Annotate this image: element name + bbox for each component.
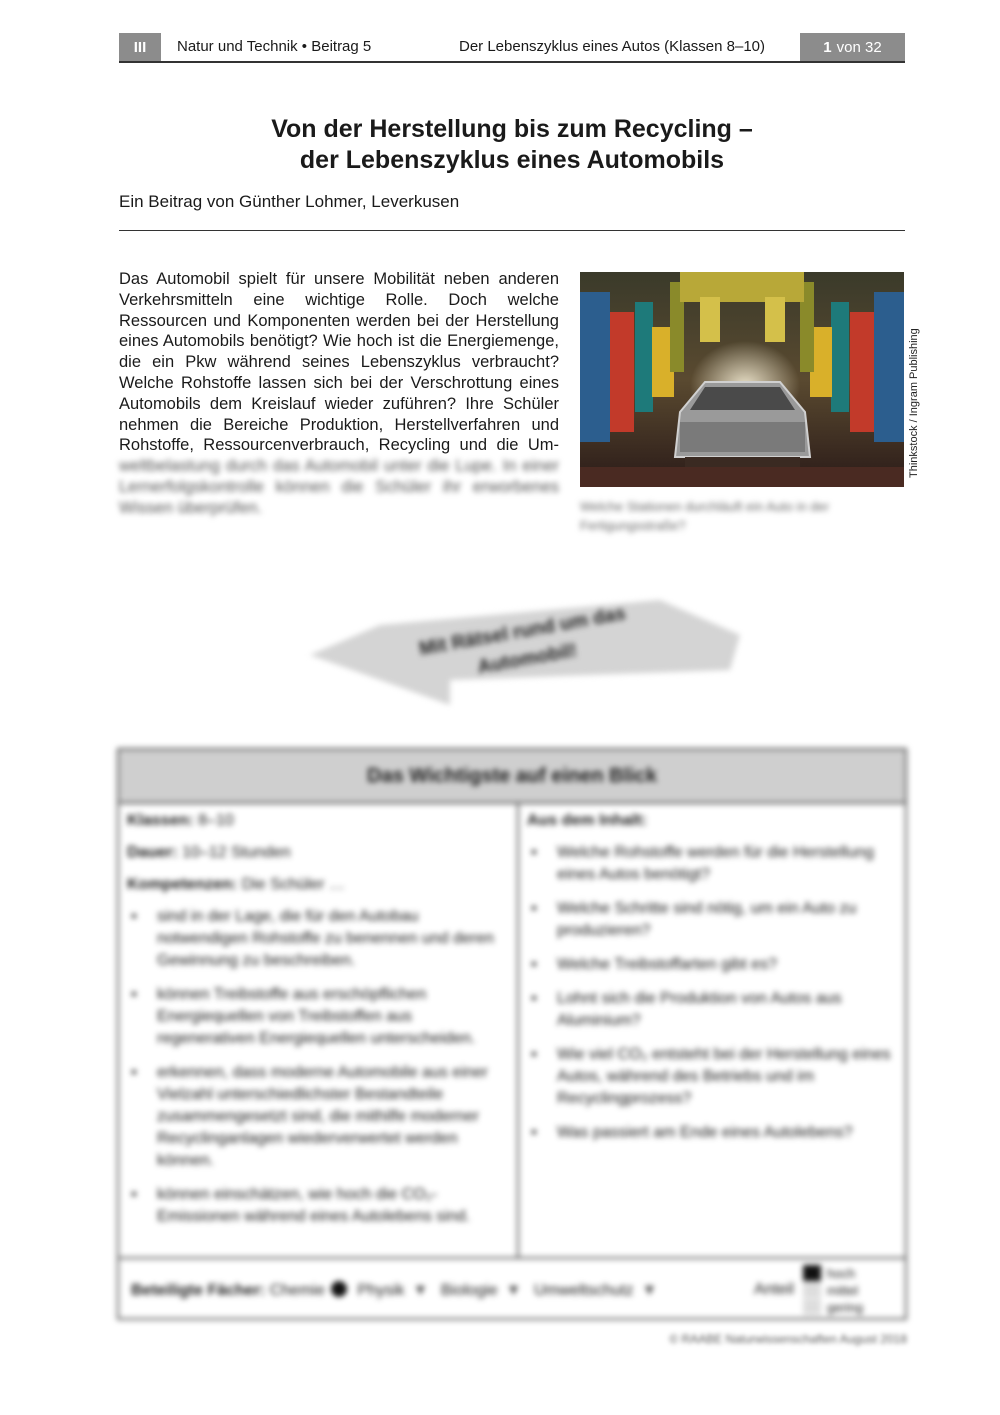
photo-credit: Thinkstock / Ingram Publishing [908, 328, 920, 478]
title-divider [119, 230, 905, 231]
level-legend [803, 1265, 903, 1316]
volume-badge: III [119, 33, 161, 61]
legend-high-label: hoch [827, 1266, 856, 1281]
list-item: ▪ Wie viel CO₂ entsteht bei der Herstellung eines Autos, während des Betriebs und im Recyclingprozess? [549, 1044, 897, 1110]
list-item: ▪ erkennen, dass moderne Automobile aus einer Vielzahl unterschiedlichster Bestandteile zusammengesetzt sind, die mithilfe moderner Recyclinganlagen wiederverwertet werden können. [149, 1062, 507, 1172]
series-label: Natur und Technik • Beitrag 5 [177, 38, 372, 55]
level-label: Anteil [754, 1281, 795, 1298]
subject-biology: Biologie [440, 1282, 498, 1299]
list-item: ▪ Welche Treibstoffarten gibt es? [549, 954, 897, 976]
medium-level-icon: ▼ [641, 1282, 658, 1299]
column-divider [517, 802, 519, 1257]
page-indicator [800, 33, 905, 61]
competencies-list [127, 906, 507, 1228]
competencies-label: Kompetenzen: [127, 876, 238, 893]
legend-low-label: gering [827, 1300, 864, 1315]
intro-text-blurred: weltbelastung durch das Automobil unter die Lupe. In einer Lernerfolgskontrolle können die Schüler ihr erworbenes Wissen überprüfen. [119, 457, 559, 517]
content-list [527, 842, 897, 1144]
legend-high-icon [803, 1265, 821, 1281]
legend-low-icon [803, 1299, 821, 1315]
list-item: ▪ Welche Rohstoffe werden für die Herstellung eines Autos benötigt? [549, 842, 897, 886]
page-number: 1 [823, 38, 832, 56]
grades-value: 8–10 [198, 812, 234, 829]
legend-medium-label: mittel [827, 1283, 859, 1298]
overview-box [117, 748, 907, 1320]
competencies-value: Die Schüler … [241, 876, 345, 893]
subjects-label: Beteiligte Fächer: [131, 1282, 266, 1299]
overview-heading: Das Wichtigste auf einen Blick [119, 750, 905, 804]
list-item: ▪ können Treibstoffe aus erschöpflichen Energiequellen von Treibstoffen aus regenerativen Energiequellen unterscheiden. [149, 984, 507, 1050]
title-line-2: der Lebenszyklus eines Automobils [299, 146, 725, 174]
duration-value: 10–12 Stunden [182, 844, 291, 861]
assembly-line-photo [580, 272, 904, 487]
list-item: ▪ sind in der Lage, die für den Autobau notwendigen Rohstoffe zu benennen und deren Gewinnung zu beschreiben. [149, 906, 507, 972]
medium-level-icon: ▼ [412, 1282, 429, 1299]
overview-left-column [127, 810, 507, 1240]
medium-level-icon: ▼ [505, 1282, 522, 1299]
subject-chemistry: Chemie [269, 1282, 325, 1299]
author-line: Ein Beitrag von Günther Lohmer, Leverkusen [119, 192, 460, 211]
list-item: ▪ Welche Schritte sind nötig, um ein Auto zu produzieren? [549, 898, 897, 942]
duration-label: Dauer: [127, 844, 178, 861]
page-title [119, 114, 905, 176]
competencies-row [127, 874, 507, 896]
intro-text: Das Automobil spielt für unsere Mobilität neben anderen Verkehrsmitteln eine wichtige Rolle. Doch welche Ressourcen und Komponenten werden bei der Herstellung eines Automobils benötigt? Wie hoch ist die Energiemenge, die ein Pkw während seines Lebenszyklus verbraucht? Welche Rohstoffe lassen sich bei der Verschrottung eines Automobils dem Kreislauf wieder zuführen? Ihre Schüler nehmen die Bereiche Produktion, Herstellverfahren und Rohstoffe, Ressourcenverbrauch, Recycling und die Um- [119, 270, 559, 455]
page-total: von 32 [836, 38, 882, 56]
teaser-text: Mit Rätsel rund um das Automobil! [417, 603, 628, 679]
topic-label: Der Lebenszyklus eines Autos (Klassen 8–10) [459, 38, 766, 55]
header-divider [119, 61, 905, 63]
high-level-icon [331, 1281, 347, 1297]
page-header [119, 33, 905, 61]
subjects-list [131, 1281, 665, 1300]
list-item: ▪ Lohnt sich die Produktion von Autos aus Aluminium? [549, 988, 897, 1032]
subject-physics: Physik [357, 1282, 405, 1299]
list-item: ▪ Was passiert am Ende eines Autolebens? [549, 1122, 897, 1144]
intro-paragraph [119, 269, 559, 519]
grades-row [127, 810, 507, 832]
duration-row [127, 842, 507, 864]
list-item: ▪ können einschätzen, wie hoch die CO₂-Emissionen während eines Autolebens sind. [149, 1184, 507, 1228]
subjects-footer [119, 1257, 905, 1320]
legend-medium-icon [803, 1282, 821, 1298]
content-label: Aus dem Inhalt: [527, 812, 648, 829]
title-line-1: Von der Herstellung bis zum Recycling – [271, 115, 753, 143]
grades-label: Klassen: [127, 812, 194, 829]
photo-caption: Welche Stationen durchläuft ein Auto in der Fertigungsstraße? [580, 499, 830, 533]
subject-environment: Umweltschutz [533, 1282, 634, 1299]
overview-right-column [527, 810, 897, 1156]
copyright-footer: © RAABE Naturwissenschaften August 2018 [669, 1332, 907, 1346]
